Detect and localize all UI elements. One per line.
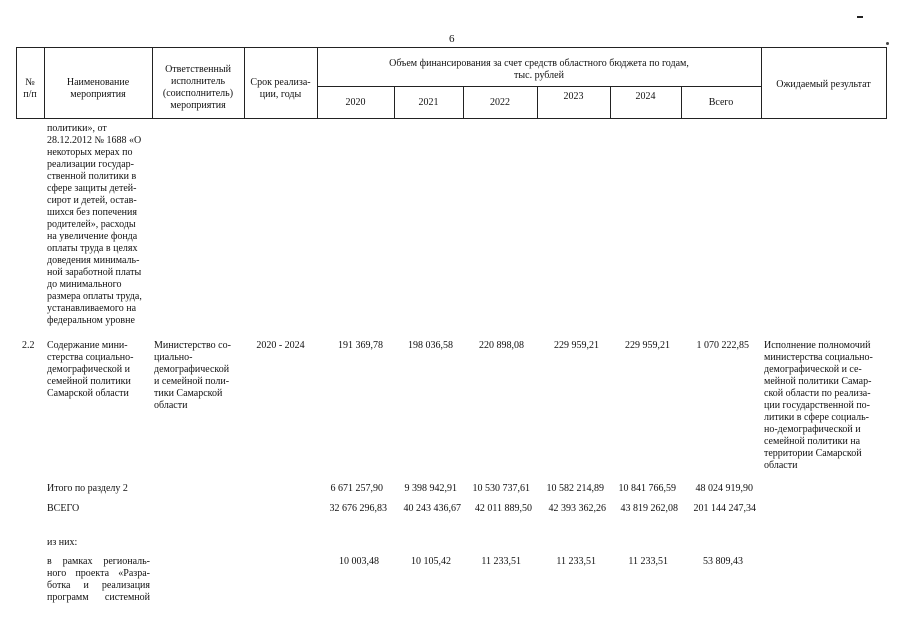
section-total-total: 48 024 919,90 [695, 483, 753, 494]
grand-total-2024: 43 819 262,08 [620, 503, 678, 514]
row-term: 2020 - 2024 [256, 340, 305, 351]
grand-total-2022: 42 011 889,50 [474, 503, 532, 514]
regional-2022: 11 233,51 [481, 556, 521, 567]
row-result: Исполнение полномочий министерства социально- демографической и се- мейной политики Самар- ской области по реализа- ции государственной по- литики в сфере социаль- но-демографической и семейной политики на территории Самарской области [764, 340, 873, 471]
grand-total-2020: 32 676 296,83 [329, 503, 387, 514]
row-value-2021: 198 036,58 [408, 340, 453, 351]
header-year-2021: 2021 [418, 97, 439, 108]
header-term: Срок реализа- ции, годы [250, 77, 311, 100]
regional-name-line: ботка и реализация [47, 580, 150, 591]
row-value-2022: 220 898,08 [479, 340, 524, 351]
section-total-2020: 6 671 257,90 [330, 483, 383, 494]
section-total-2024: 10 841 766,59 [618, 483, 676, 494]
header-funding: Объем финансирования за счет средств областного бюджета по годам, тыс. рублей [389, 58, 689, 81]
of-them-label: из них: [47, 537, 78, 548]
header-name: Наименование мероприятия [66, 77, 130, 100]
grand-total-2021: 40 243 436,67 [403, 503, 461, 514]
row-value-total: 1 070 222,85 [696, 340, 749, 351]
header-year-2022: 2022 [490, 97, 510, 108]
regional-2020: 10 003,48 [339, 556, 379, 567]
regional-name-line: ного проекта «Разра- [47, 568, 150, 579]
continuation-text: политики», от 28.12.2012 № 1688 «О некоторых мерах по реализации государ- ственной политики в сфере защиты детей- сирот и детей, остав- шихся без попечения родителей», расходы на увеличение фонда оплаты труда в целях доведения минималь- ной заработной платы до минимального размера оплаты труда, устанавливаемого на федеральном уровне [47, 123, 142, 326]
row-number: 2.2 [22, 340, 35, 351]
header-num: № п/п [23, 77, 37, 100]
row-value-2023: 229 959,21 [554, 340, 599, 351]
grand-total-label: ВСЕГО [47, 503, 80, 514]
section-total-label: Итого по разделу 2 [47, 483, 128, 494]
page-number: 6 [449, 33, 455, 45]
header-executor: Ответственный исполнитель (соисполнитель) мероприятия [162, 64, 234, 111]
section-total-2022: 10 530 737,61 [472, 483, 530, 494]
grand-total-2023: 42 393 362,26 [548, 503, 606, 514]
regional-name-line: в рамках региональ- [47, 556, 150, 567]
row-name: Содержание мини- стерства социально- демографической и семейной политики Самарской области [47, 340, 134, 399]
scan-mark [857, 16, 863, 18]
row-executor: Министерство со- циально- демографической и семейной поли- тики Самарской области [154, 340, 231, 411]
regional-2024: 11 233,51 [628, 556, 668, 567]
row-value-2024: 229 959,21 [625, 340, 670, 351]
header-year-2023: 2023 [563, 91, 584, 102]
header-year-2024: 2024 [635, 91, 656, 102]
regional-2021: 10 105,42 [411, 556, 451, 567]
header-year-2020: 2020 [345, 97, 366, 108]
section-total-2023: 10 582 214,89 [546, 483, 604, 494]
regional-2023: 11 233,51 [556, 556, 596, 567]
regional-name-line: программ системной [47, 592, 150, 603]
row-value-2020: 191 369,78 [338, 340, 383, 351]
scan-dot [886, 42, 889, 45]
grand-total-total: 201 144 247,34 [693, 503, 756, 514]
section-total-2021: 9 398 942,91 [404, 483, 457, 494]
regional-total: 53 809,43 [703, 556, 743, 567]
header-total: Всего [708, 97, 734, 108]
header-result: Ожидаемый результат [776, 79, 871, 90]
regional-name [47, 556, 150, 604]
